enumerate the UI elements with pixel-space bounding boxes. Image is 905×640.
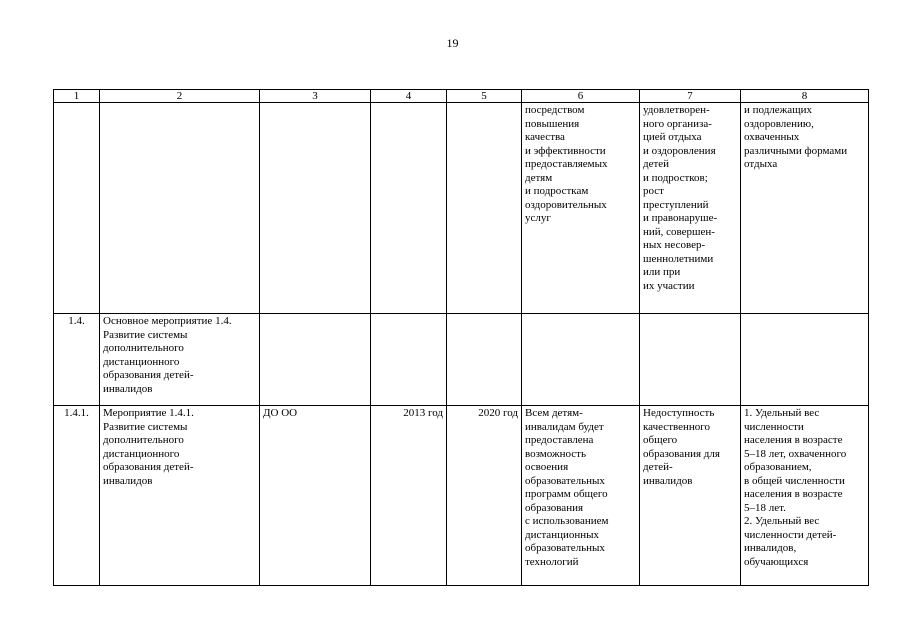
cell-text-line: услуг xyxy=(525,212,551,224)
cell-text-line: 5–18 лет. xyxy=(744,501,786,514)
cell-text-line: повышения xyxy=(525,117,580,130)
cell-text-line: Мероприятие 1.4.1. xyxy=(103,407,194,419)
cell-text-line: шеннолетними xyxy=(643,252,714,265)
column-header: 6 xyxy=(522,90,640,103)
cell-text-line: освоения xyxy=(525,461,569,473)
cell-text-line: дистанционных xyxy=(525,528,600,541)
column-header: 5 xyxy=(447,90,522,103)
cell-text-line: различными формами xyxy=(744,144,848,157)
cell-text-line: качества xyxy=(525,131,565,143)
measures-table xyxy=(53,89,869,586)
cell-text-line: образования детей- xyxy=(103,461,194,473)
start-year-cell xyxy=(371,103,447,314)
cell-text-line: и подросткам xyxy=(525,185,589,197)
indicator-cell xyxy=(741,406,869,586)
cell-text-line: дистанционного xyxy=(103,447,180,460)
cell-text-line: их участии xyxy=(643,279,695,292)
cell-text-line: Всем детям- xyxy=(525,407,583,419)
consequences-cell xyxy=(640,103,741,314)
cell-text-line: Основное мероприятие 1.4. xyxy=(103,315,232,327)
expected-result-cell xyxy=(522,406,640,586)
cell-text-line: Развитие системы xyxy=(103,328,188,341)
cell-text-line: инвалидов, xyxy=(744,542,797,554)
consequences-cell xyxy=(640,406,741,586)
cell-text-line: детей- xyxy=(643,461,673,473)
cell-text-line: инвалидов xyxy=(643,474,693,487)
cell-text-line: дистанционного xyxy=(103,355,180,368)
cell-text-line: оздоровительных xyxy=(525,198,607,211)
cell-text-line: численности детей- xyxy=(744,528,837,541)
end-year-cell xyxy=(447,103,522,314)
end-year-cell xyxy=(447,314,522,406)
cell-text-line: дополнительного xyxy=(103,342,184,354)
cell-text-line: образованием, xyxy=(744,461,812,473)
expected-result-cell xyxy=(522,314,640,406)
cell-text-line: инвалидов xyxy=(103,382,153,395)
cell-text-line: и подлежащих xyxy=(744,104,813,116)
cell-text-line: дополнительного xyxy=(103,434,184,446)
column-header: 1 xyxy=(54,90,100,103)
page-number: 19 xyxy=(446,36,459,50)
cell-text-line: обучающихся xyxy=(744,555,809,568)
cell-text-line: и эффективности xyxy=(525,144,606,157)
table-row xyxy=(54,314,869,406)
column-header: 4 xyxy=(371,90,447,103)
column-header: 8 xyxy=(741,90,869,103)
column-header: 7 xyxy=(640,90,741,103)
cell-text-line: 1. Удельный вес xyxy=(744,407,820,419)
row-number-cell: 1.4. xyxy=(54,314,100,406)
cell-text-line: детям xyxy=(525,171,553,184)
expected-result-cell xyxy=(522,103,640,314)
cell-text-line: Недоступность xyxy=(643,407,715,419)
header-row xyxy=(54,90,869,103)
cell-text-line: образования детей- xyxy=(103,369,194,381)
cell-text-line: оздоровлению, xyxy=(744,117,814,130)
cell-text-line: посредством xyxy=(525,104,585,116)
indicator-cell xyxy=(741,314,869,406)
cell-text-line: охваченных xyxy=(744,131,800,143)
cell-text-line: и правонаруше- xyxy=(643,212,718,224)
cell-text-line: предоставляемых xyxy=(525,158,608,170)
cell-text-line: технологий xyxy=(525,555,579,568)
cell-text-line: 5–18 лет, охваченного xyxy=(744,447,847,460)
cell-text-line: программ общего xyxy=(525,488,608,500)
cell-text-line: и подростков; xyxy=(643,171,708,184)
cell-text-line: общего xyxy=(643,434,678,446)
measure-name-cell xyxy=(100,406,260,586)
cell-text-line: возможность xyxy=(525,447,586,460)
row-number-cell xyxy=(54,103,100,314)
cell-text-line: инвалидов xyxy=(103,474,153,487)
cell-text-line: детей xyxy=(643,158,670,170)
cell-text-line: образовательных xyxy=(525,474,605,487)
cell-text-line: рост xyxy=(643,185,664,197)
cell-text-line: 2. Удельный вес xyxy=(744,515,820,527)
cell-text-line: ных несовер- xyxy=(643,239,706,251)
column-header: 2 xyxy=(100,90,260,103)
cell-text-line: в общей численности xyxy=(744,474,845,487)
table-row xyxy=(54,406,869,586)
executor-cell: ДО ОО xyxy=(260,406,371,586)
cell-text-line: образовательных xyxy=(525,542,605,554)
cell-text-line: отдыха xyxy=(744,158,778,170)
indicator-cell xyxy=(741,103,869,314)
cell-text-line: и оздоровления xyxy=(643,144,716,157)
cell-text-line: образования для xyxy=(643,447,720,460)
measure-name-cell xyxy=(100,314,260,406)
start-year-cell: 2013 год xyxy=(371,406,447,586)
cell-text-line: численности xyxy=(744,420,804,433)
executor-cell xyxy=(260,314,371,406)
cell-text-line: инвалидам будет xyxy=(525,420,604,433)
measure-name-cell xyxy=(100,103,260,314)
cell-text-line: ний, совершен- xyxy=(643,225,715,238)
cell-text-line: качественного xyxy=(643,420,711,433)
cell-text-line: удовлетворен- xyxy=(643,104,710,116)
column-header: 3 xyxy=(260,90,371,103)
end-year-cell: 2020 год xyxy=(447,406,522,586)
start-year-cell xyxy=(371,314,447,406)
cell-text-line: цией отдыха xyxy=(643,131,702,143)
cell-text-line: образования xyxy=(525,501,584,514)
cell-text-line: предоставлена xyxy=(525,434,594,446)
cell-text-line: преступлений xyxy=(643,198,709,211)
cell-text-line: Развитие системы xyxy=(103,420,188,433)
cell-text-line: с использованием xyxy=(525,515,609,527)
cell-text-line: населения в возрасте xyxy=(744,434,843,446)
table-row xyxy=(54,103,869,314)
consequences-cell xyxy=(640,314,741,406)
cell-text-line: или при xyxy=(643,266,681,278)
cell-text-line: населения в возрасте xyxy=(744,488,843,500)
cell-text-line: ного организа- xyxy=(643,117,712,130)
row-number-cell: 1.4.1. xyxy=(54,406,100,586)
executor-cell xyxy=(260,103,371,314)
